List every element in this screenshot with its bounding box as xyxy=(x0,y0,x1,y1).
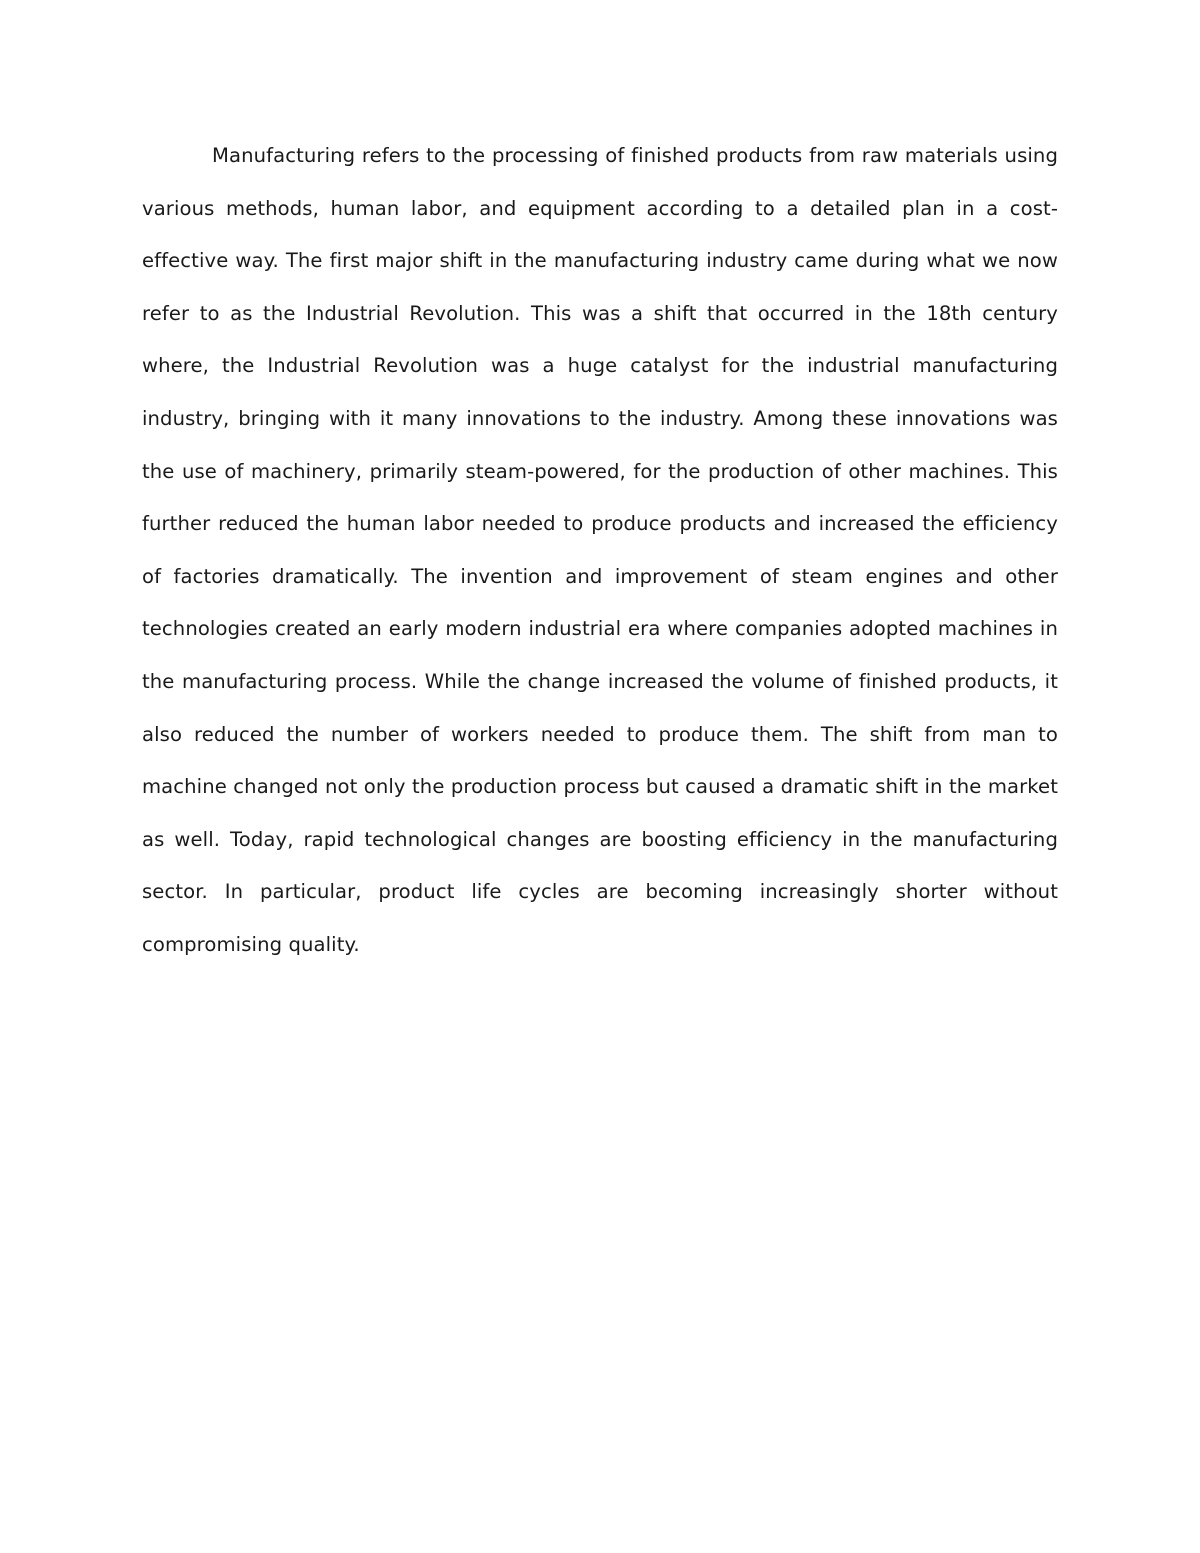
body-paragraph: Manufacturing refers to the processing of finished products from raw materials using various methods, human labor, and equipment according to a detailed plan in a cost-effective way. The first major shift in the manufacturing industry came during what we now refer to as the Industrial Revolution. This was a shift that occurred in the 18th century where, the Industrial Revolution was a huge catalyst for the industrial manufacturing industry, bringing with it many innovations to the industry. Among these innovations was the use of machinery, primarily steam-powered, for the production of other machines. This further reduced the human labor needed to produce products and increased the efficiency of factories dramatically. The invention and improvement of steam engines and other technologies created an early modern industrial era where companies adopted machines in the manufacturing process. While the change increased the volume of finished products, it also reduced the number of workers needed to produce them. The shift from man to machine changed not only the production process but caused a dramatic shift in the market as well. Today, rapid technological changes are boosting efficiency in the manufacturing sector. In particular, product life cycles are becoming increasingly shorter without compromising quality. xyxy=(142,144,1058,956)
